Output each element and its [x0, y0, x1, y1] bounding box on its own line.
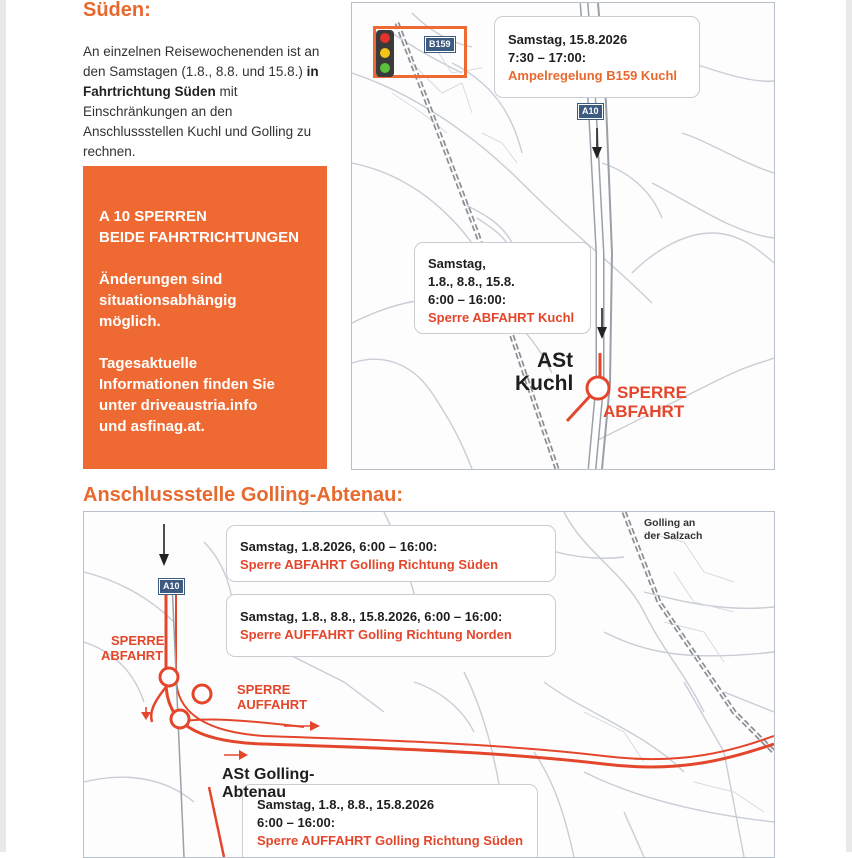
closure-info-heading: A 10 SPERREN BEIDE FAHRTRICHTUNGEN [99, 208, 300, 246]
closure-label-line2: ABFAHRT [603, 402, 685, 421]
callout-measure: Sperre ABFAHRT Golling Richtung Süden [240, 557, 499, 572]
page-edge-left [0, 0, 6, 852]
intro-paragraph [83, 42, 333, 162]
callout-measure: Sperre AUFFAHRT Golling Richtung Norden [240, 627, 512, 642]
intro-text-start: An einzelnen Reisewochenenden ist an den Samstagen (1.8., 8.8. und 15.8.) [83, 44, 320, 79]
callout-dates: 1.8., 8.8., 15.8. [428, 274, 515, 289]
a10-road-shield: A10 [578, 104, 603, 119]
closure-info-box [83, 166, 327, 469]
intro-text-bold: in Fahrtrichtung Süden [83, 64, 319, 99]
exit-closure-label-line2: ABFAHRT [101, 648, 164, 663]
intro-text-end: mit Einschränkungen an den Anschlussstellen Kuchl und Golling zu rechnen. [83, 84, 312, 159]
ast-golling-label-line2: Abtenau [222, 784, 286, 801]
section-title-golling: Anschlussstelle Golling-Abtenau: [83, 484, 404, 506]
a10-road-shield-golling: A10 [159, 579, 184, 594]
ast-golling-label-line1: ASt Golling- [222, 766, 315, 783]
callout-time: 6:00 – 16:00: [428, 292, 507, 307]
section-title-sueden: Süden: [83, 0, 151, 21]
page-edge-right [846, 0, 852, 852]
callout-entry-closure-south [242, 784, 538, 858]
callout-traffic-light-kuchl [494, 16, 700, 98]
ast-kuchl-label-line2: Kuchl [515, 372, 574, 395]
entry-closure-label-line2: AUFFAHRT [237, 697, 308, 712]
callout-exit-closure-golling [226, 525, 556, 582]
callout-dates: Samstag, 1.8., 8.8., 15.8.2026 [257, 797, 435, 812]
traffic-light-icon [376, 30, 394, 77]
callout-date-time: Samstag, 1.8.2026, 6:00 – 16:00: [240, 539, 438, 554]
callout-entry-closure-north [226, 594, 556, 657]
b159-road-shield: B159 [425, 37, 455, 52]
closure-info-note: Änderungen sind situationsabhängig möglich. [99, 271, 237, 330]
closure-info-source: Tagesaktuelle Informationen finden Sie unter driveaustria.info und asfinag.at. [99, 355, 275, 435]
callout-measure: Sperre AUFFAHRT Golling Richtung Süden [257, 833, 524, 848]
map-golling [83, 511, 775, 858]
callout-day: Samstag, [428, 256, 486, 271]
callout-measure: Sperre ABFAHRT Kuchl [428, 310, 575, 325]
callout-exit-closure-kuchl [414, 242, 591, 334]
ast-kuchl-label-line1: ASt [537, 349, 574, 372]
town-label-golling: Golling an der Salzach [644, 517, 703, 542]
callout-date-time: Samstag, 1.8., 8.8., 15.8.2026, 6:00 – 16:00: [240, 609, 503, 624]
map-kuchl [351, 2, 775, 470]
callout-time: 6:00 – 16:00: [257, 815, 336, 830]
callout-time: 7:30 – 17:00: [508, 50, 587, 65]
entry-closure-label-line1: SPERRE [237, 682, 291, 697]
exit-closure-label-line1: SPERRE [111, 633, 165, 648]
closure-label-line1: SPERRE [617, 383, 687, 402]
callout-measure: Ampelregelung B159 Kuchl [508, 68, 678, 83]
callout-date: Samstag, 15.8.2026 [508, 32, 628, 47]
